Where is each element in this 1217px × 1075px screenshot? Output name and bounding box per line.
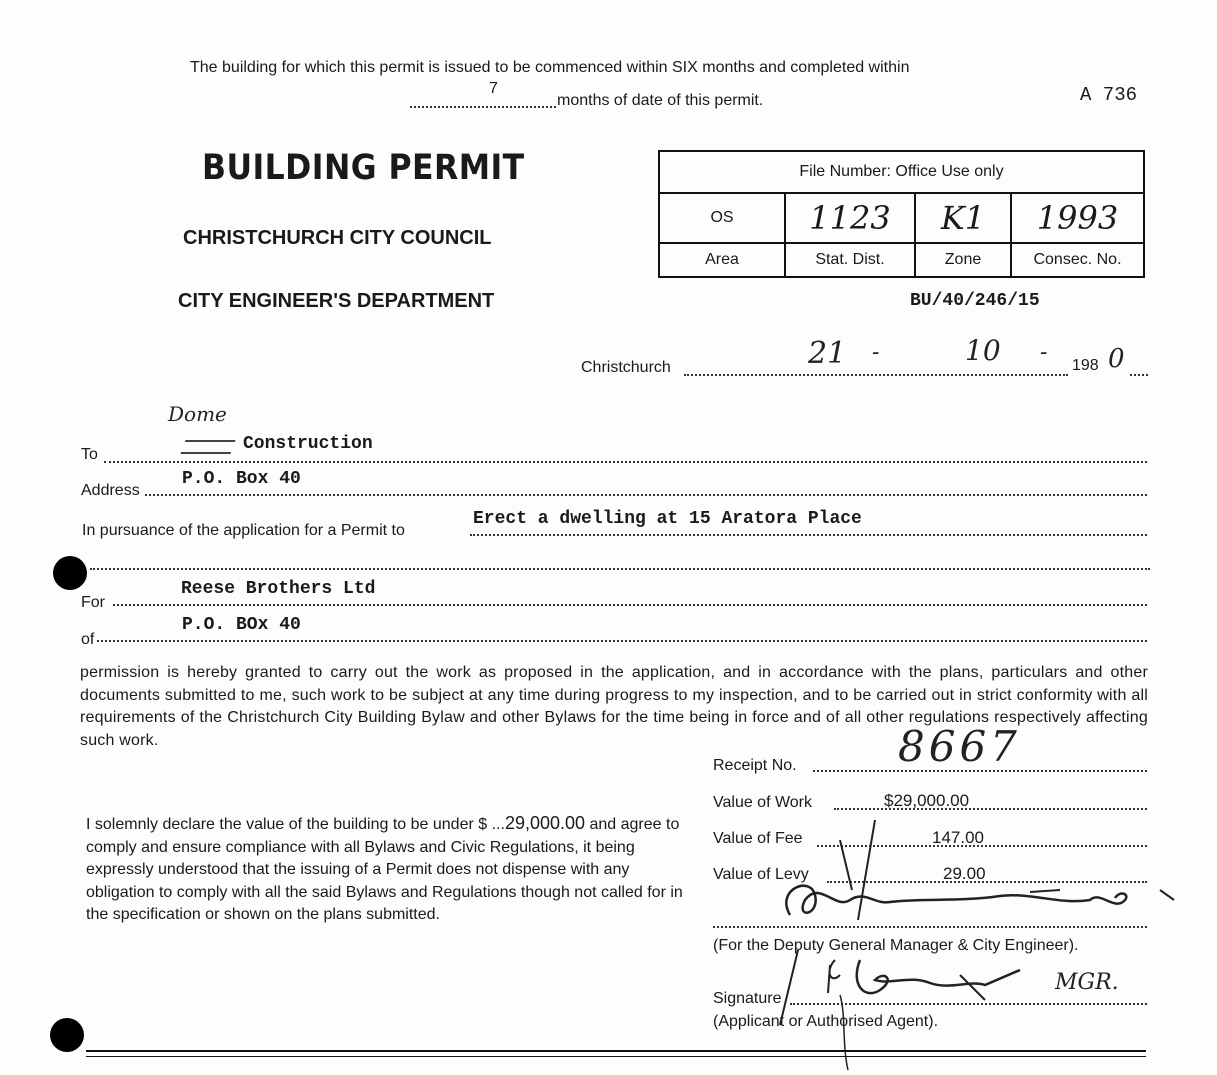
of-label: of [81, 631, 95, 648]
declaration-prefix: I solemnly declare the value of the building to be under $ [86, 816, 488, 833]
for-value: Reese Brothers Ltd [181, 579, 376, 599]
fee-value: 147.00 [932, 828, 984, 847]
pursuance-label: In pursuance of the application for a Permit to [82, 522, 405, 539]
work-dotted-line [834, 808, 1147, 810]
date-dash-2: - [1040, 340, 1048, 365]
address-dotted-line [145, 494, 1147, 496]
date-year-prefix: 198 [1072, 357, 1099, 374]
date-year-dots [1130, 374, 1148, 376]
consec-label: Consec. No. [1011, 243, 1144, 277]
to-value: Construction [243, 434, 373, 454]
months-dotted-line [410, 106, 556, 108]
date-place-label: Christchurch [581, 359, 671, 376]
declaration-text: and agree to comply and ensure compliance with all Bylaws and Civic Regulations, it being expressly understood that the issuing of a Permit does not dispense with any obligation to comply with all the said Bylaws and Regulations though not called for in the specification or shown on the plans submitted. [86, 816, 683, 923]
fee-label: Value of Fee [713, 830, 803, 847]
council-name: CHRISTCHURCH CITY COUNCIL [183, 227, 492, 249]
to-redaction [180, 440, 235, 454]
address-label: Address [81, 482, 140, 499]
work-value: $29,000.00 [884, 791, 970, 810]
receipt-label: Receipt No. [713, 757, 797, 774]
address-value: P.O. Box 40 [182, 469, 301, 489]
stat-dist-label: Stat. Dist. [785, 243, 915, 277]
file-box-heading: File Number: Office Use only [659, 151, 1144, 193]
of-dotted-line [97, 640, 1147, 642]
declaration-dots: ... [491, 816, 505, 833]
pursuance-dotted-line [470, 534, 1147, 536]
applicant-note: MGR. [1055, 970, 1119, 995]
punch-hole-top [53, 556, 87, 590]
form-number: A 736 [1080, 84, 1138, 106]
stat-dist-value: 1123 [785, 193, 915, 243]
receipt-value: 8667 [898, 722, 1021, 771]
bottom-rule-thin [86, 1056, 1146, 1057]
declaration-block [86, 812, 686, 927]
zone-label: Zone [915, 243, 1011, 277]
for-label: For [81, 594, 105, 611]
area-label: Area [659, 243, 785, 277]
of-value: P.O. BOx 40 [182, 615, 301, 635]
for-dotted-line [113, 604, 1147, 606]
date-dash-1: - [872, 340, 880, 365]
zone-value: K1 [915, 193, 1011, 243]
date-day: 21 [808, 336, 847, 371]
levy-value: 29.00 [943, 864, 986, 883]
declaration-value: 29,000.00 [504, 813, 586, 833]
months-value: 7 [489, 80, 498, 97]
consec-value: 1993 [1011, 193, 1144, 243]
page-title: BUILDING PERMIT [202, 148, 525, 188]
work-label: Value of Work [713, 794, 813, 811]
intro-line-1: The building for which this permit is issued to be commenced within SIX months and completed within [190, 59, 910, 76]
engineer-signature [770, 820, 1190, 930]
pursuance-dotted-line-2 [90, 568, 1150, 570]
applicant-caption: (Applicant or Authorised Agent). [713, 1013, 939, 1030]
area-value: OS [659, 193, 785, 243]
intro-line-2: months of date of this permit. [557, 92, 764, 109]
department-name: CITY ENGINEER'S DEPARTMENT [178, 290, 495, 312]
engineer-signature-line [713, 926, 1147, 928]
engineer-caption: (For the Deputy General Manager & City Engineer). [713, 937, 1079, 954]
permission-text: permission is hereby granted to carry out the work as proposed in the application, and in accordance with the plans, particulars and other documents submitted to me, such work to be subject at any time during progress to my inspection, and to be carried out in strict conformity with all requirements of the Christchurch City Building Bylaw and other Bylaws for the time being in force and of all other regulations respectively affecting such work. [80, 664, 1148, 749]
date-year-suffix: 0 [1108, 344, 1125, 374]
file-reference: BU/40/246/15 [910, 291, 1040, 311]
to-dotted-line [104, 461, 1147, 463]
date-month: 10 [965, 334, 1001, 367]
file-number-box [658, 150, 1145, 278]
bottom-rule [86, 1050, 1146, 1052]
date-dotted-line [684, 374, 1068, 376]
signature-label: Signature [713, 990, 782, 1007]
levy-label: Value of Levy [713, 866, 809, 883]
to-handwritten: Dome [168, 402, 227, 426]
punch-hole-bottom [50, 1018, 84, 1052]
pursuance-value: Erect a dwelling at 15 Aratora Place [473, 509, 862, 529]
to-label: To [81, 446, 98, 463]
